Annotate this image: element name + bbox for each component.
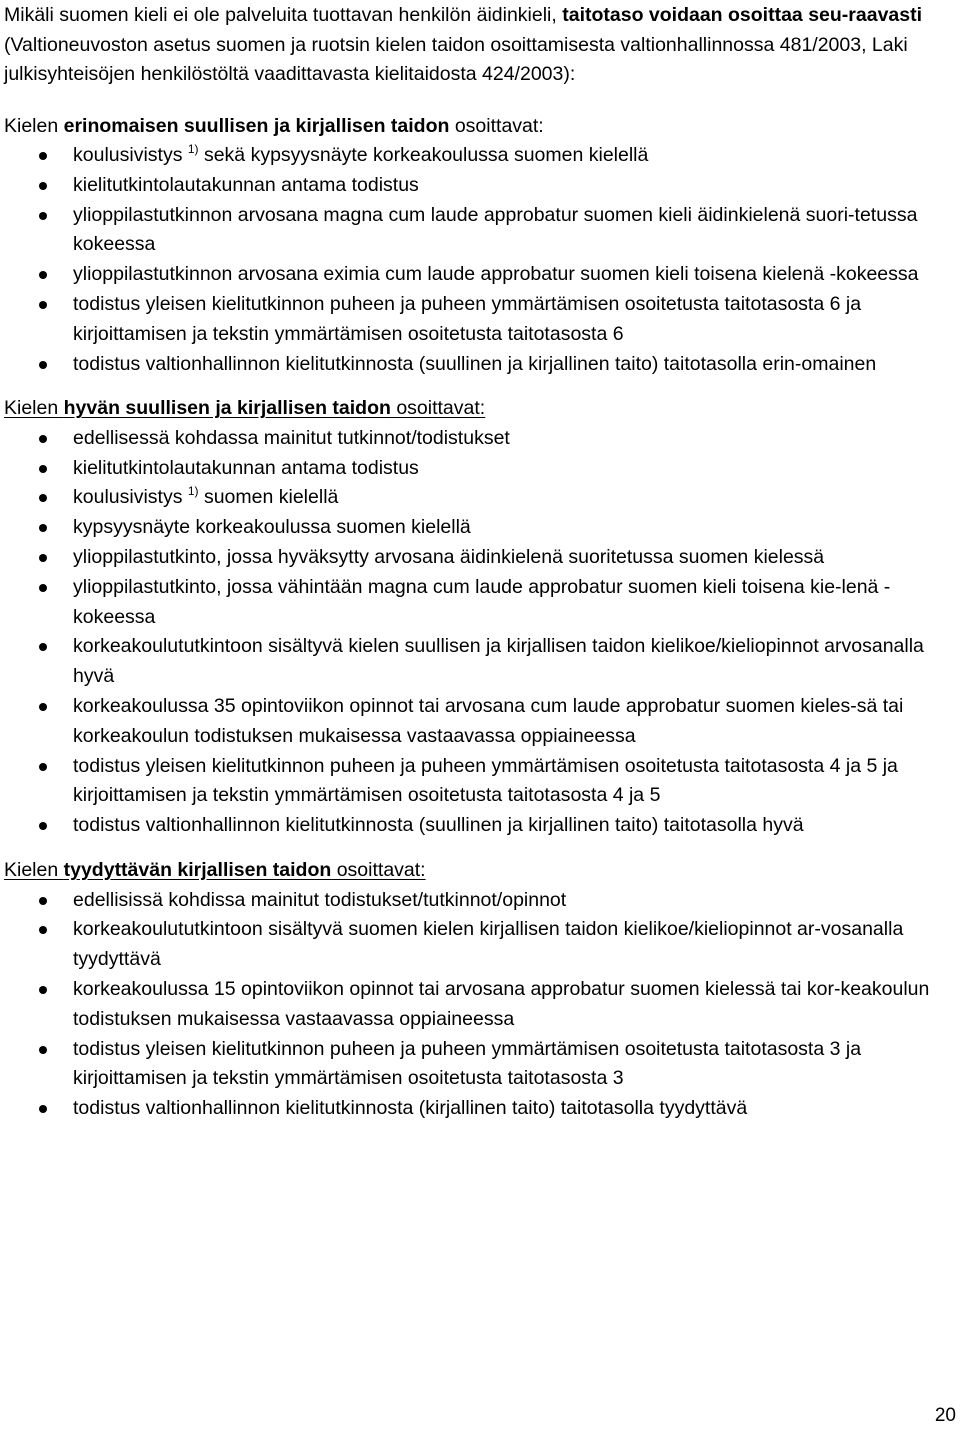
- bullet-list: [4, 141, 954, 379]
- list-item-text: ylioppilastutkinto, jossa vähintään magna cum laude approbatur suomen kieli toisena kie-lenä -kokeessa: [73, 575, 891, 628]
- bullet-icon: [39, 212, 47, 220]
- bullet-list: [4, 886, 954, 1124]
- list-item-text-rest: sekä kypsyysnäyte korkeakoulussa suomen kielellä: [198, 144, 649, 166]
- list-item: [4, 573, 954, 633]
- heading-bold: tyydyttävän kirjallisen taidon: [63, 859, 332, 882]
- list-item: [4, 454, 954, 484]
- bullet-icon: [39, 1105, 47, 1113]
- list-item-text-rest: suomen kielellä: [198, 486, 339, 509]
- bullet-icon: [39, 271, 47, 279]
- section-3: [4, 856, 954, 1124]
- heading-prefix: Kielen: [4, 859, 64, 882]
- section-heading: [4, 394, 954, 424]
- list-item-text: edellisessä kohdassa mainitut tutkinnot/todistukset: [73, 426, 510, 449]
- list-item: [4, 483, 954, 513]
- list-item: [4, 290, 954, 350]
- list-item: [4, 260, 954, 290]
- list-item: [4, 632, 954, 692]
- bullet-icon: [39, 554, 47, 562]
- list-item-text: todistus yleisen kielitutkinnon puheen ja puheen ymmärtämisen osoitetusta taitotasosta 3 ja kirjoittamisen ja tekstin ymmärtämisen osoitetusta taitotasosta 3: [73, 1037, 862, 1090]
- heading-bold: erinomaisen suullisen ja kirjallisen taidon: [63, 114, 450, 137]
- list-item-text: todistus valtionhallinnon kielitutkinnosta (kirjallinen taito) taitotasolla tyydyttävä: [73, 1097, 748, 1120]
- bullet-icon: [39, 897, 47, 905]
- list-item-text: todistus yleisen kielitutkinnon puheen ja puheen ymmärtämisen osoitetusta taitotasosta 6 ja kirjoittamisen ja tekstin ymmärtämisen osoitetusta taitotasosta 6: [73, 292, 862, 345]
- list-item-text: kielitutkintolautakunnan antama todistus: [73, 456, 419, 479]
- list-item: [4, 886, 954, 916]
- list-item-text: korkeakoulussa 35 opintoviikon opinnot tai arvosana cum laude approbatur suomen kieles-sä tai korkeakoulun todistuksen mukaisessa vastaavassa oppiaineessa: [73, 695, 904, 747]
- bullet-icon: [39, 643, 47, 651]
- intro-text-start: Mikäli suomen kieli ei ole palveluita tuottavan henkilön äidinkieli,: [4, 4, 563, 26]
- list-item: [4, 692, 954, 752]
- list-item: [4, 350, 954, 380]
- list-item-text: edellisissä kohdissa mainitut todistukset/tutkinnot/opinnot: [73, 888, 567, 911]
- bullet-icon: [39, 703, 47, 711]
- bullet-icon: [39, 926, 47, 934]
- bullet-icon: [39, 822, 47, 830]
- footnote-marker: 1): [187, 484, 199, 499]
- list-item-text: todistus yleisen kielitutkinnon puheen ja puheen ymmärtämisen osoitetusta taitotasosta 4 ja 5 ja kirjoittamisen ja tekstin ymmärtämisen osoitetusta taitotasosta 4 ja 5: [73, 754, 898, 807]
- list-item-text: koulusivistys: [73, 144, 183, 166]
- bullet-icon: [39, 301, 47, 309]
- bullet-icon: [39, 1046, 47, 1054]
- bullet-icon: [39, 763, 47, 771]
- list-item: [4, 513, 954, 543]
- list-item: [4, 1094, 954, 1124]
- heading-prefix: Kielen: [4, 114, 64, 137]
- list-item-text: todistus valtionhallinnon kielitutkinnosta (suullinen ja kirjallinen taito) taitotasolla erin-omainen: [73, 352, 877, 375]
- list-item: [4, 201, 954, 261]
- section-1: [4, 112, 954, 380]
- bullet-icon: [39, 152, 47, 160]
- list-item: [4, 975, 954, 1035]
- bullet-icon: [39, 494, 47, 502]
- section-heading: [4, 856, 954, 886]
- list-item-text: korkeakoulututkintoon sisältyvä kielen suullisen ja kirjallisen taidon kielikoe/kieliopinnot arvosanalla hyvä: [73, 635, 924, 688]
- heading-prefix: Kielen: [4, 397, 64, 420]
- bullet-icon: [39, 182, 47, 190]
- sections-container: [4, 112, 954, 1124]
- list-item-text: kielitutkintolautakunnan antama todistus: [73, 173, 419, 196]
- intro-text-end: (Valtioneuvoston asetus suomen ja ruotsin kielen taidon osoittamisesta valtionhallinnossa 481/2003, Laki julkisyhteisöjen henkilöstöltä vaadittavasta kielitaidosta 424/2003):: [4, 33, 908, 85]
- list-item-text: ylioppilastutkinnon arvosana eximia cum laude approbatur suomen kieli toisena kielenä -kokeessa: [73, 263, 919, 286]
- list-item: [4, 141, 954, 171]
- bullet-icon: [39, 986, 47, 994]
- document-page: [4, 0, 954, 1124]
- page-number: 20: [934, 1405, 956, 1426]
- heading-suffix: osoittavat:: [390, 397, 486, 420]
- list-item: [4, 171, 954, 201]
- bullet-icon: [39, 361, 47, 369]
- bullet-icon: [39, 465, 47, 473]
- list-item-text: todistus valtionhallinnon kielitutkinnosta (suullinen ja kirjallinen taito) taitotasolla hyvä: [73, 814, 804, 837]
- list-item: [4, 424, 954, 454]
- list-item: [4, 1035, 954, 1095]
- list-item-text: koulusivistys: [73, 486, 183, 509]
- list-item: [4, 543, 954, 573]
- section-heading: [4, 112, 954, 142]
- list-item-text: korkeakoulussa 15 opintoviikon opinnot tai arvosana approbatur suomen kielessä tai kor-keakoulun todistuksen mukaisessa vastaavassa oppiaineessa: [73, 977, 930, 1030]
- section-2: [4, 394, 954, 841]
- bullet-icon: [39, 435, 47, 443]
- heading-bold: hyvän suullisen ja kirjallisen taidon: [63, 397, 391, 420]
- footnote-marker: 1): [187, 142, 199, 156]
- bullet-list: [4, 424, 954, 841]
- bullet-icon: [39, 584, 47, 592]
- list-item-text: ylioppilastutkinnon arvosana magna cum laude approbatur suomen kieli äidinkielenä suori-tetussa kokeessa: [73, 203, 918, 256]
- list-item-text: korkeakoulututkintoon sisältyvä suomen kielen kirjallisen taidon kielikoe/kieliopinnot ar-vosanalla tyydyttävä: [73, 918, 904, 971]
- heading-suffix: osoittavat:: [449, 114, 544, 137]
- list-item: [4, 752, 954, 812]
- list-item: [4, 811, 954, 841]
- heading-suffix: osoittavat:: [331, 859, 426, 882]
- bullet-icon: [39, 524, 47, 532]
- intro-bold-text: taitotaso voidaan osoittaa seu-raavasti: [562, 4, 923, 26]
- intro-paragraph: [4, 0, 954, 90]
- list-item: [4, 915, 954, 975]
- list-item-text: kypsyysnäyte korkeakoulussa suomen kielellä: [73, 516, 471, 539]
- list-item-text: ylioppilastutkinto, jossa hyväksytty arvosana äidinkielenä suoritetussa suomen kielessä: [73, 546, 825, 569]
